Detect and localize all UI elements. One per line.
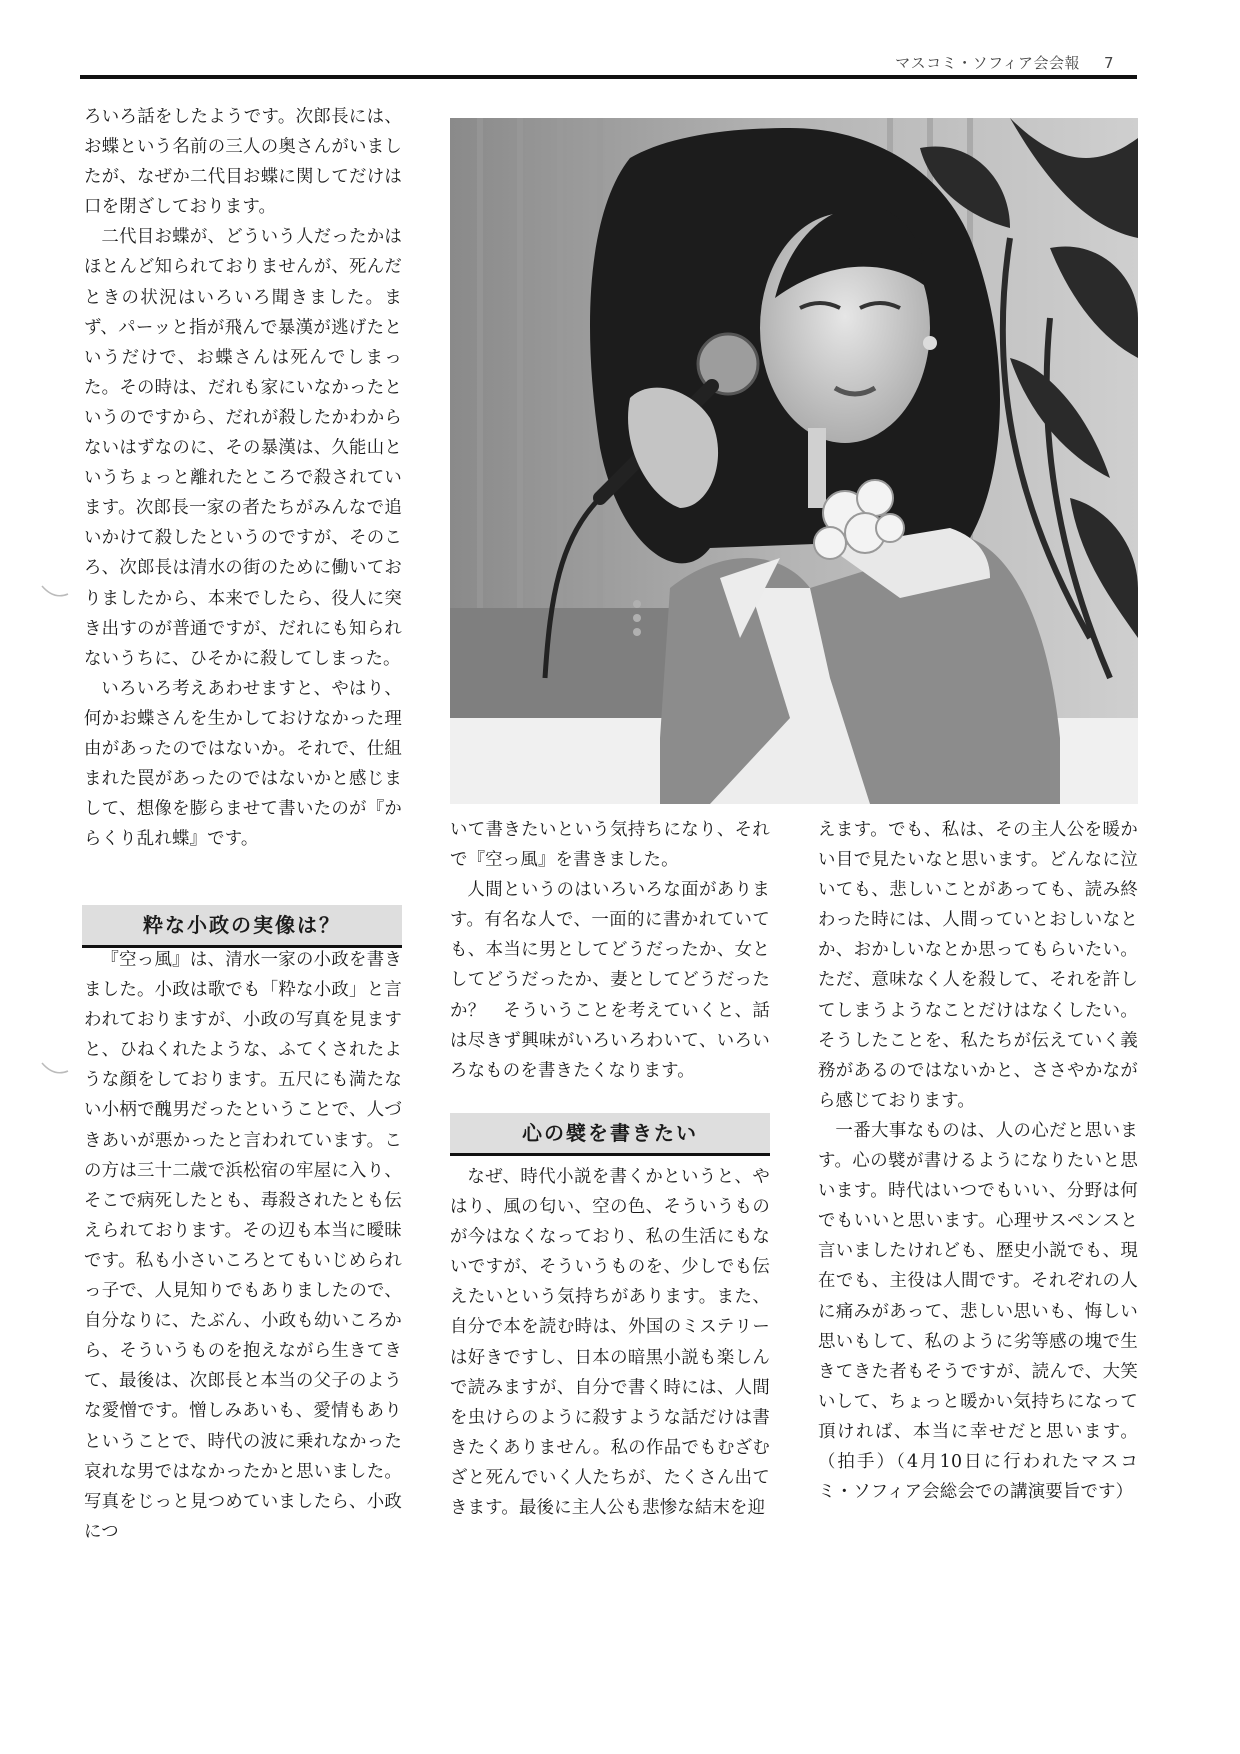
- section-heading-2: 心の襞を書きたい: [450, 1113, 770, 1156]
- column-3-text: [818, 815, 1138, 1507]
- page-number: 7: [1103, 54, 1114, 72]
- paragraph: ろいろ話をしたようです。次郎長には、お蝶という名前の三人の奥さんがいましたが、なぜか二代目お蝶に関してだけは口を閉ざしております。: [84, 107, 402, 218]
- paragraph: いて書きたいという気持ちになり、それで『空っ風』を書きました。: [450, 820, 770, 871]
- paragraph: 人間というのはいろいろな面があります。有名な人で、一面的に書かれていても、本当に男としてどうだったか、女としてどうだったか、妻としてどうだったか？ そういうことを考えていくと、話は尽きず興味がいろいろわいて、いろいろなものを書きたくなります。: [450, 880, 770, 1081]
- paragraph: 一番大事なものは、人の心だと思います。心の襞が書けるようになりたいと思います。時代はいつでもいい、分野は何でもいいと思います。心理サスペンスと言いましたけれども、歴史小説でも、現在でも、主役は人間です。それぞれの人に痛みがあって、悲しい思いも、悔しい思いもして、私のように劣等感の塊で生きてきた者もそうですが、読んで、大笑いして、ちょっと暖かい気持ちになって頂ければ、本当に幸せだと思います。（拍手）（4月10日に行われたマスコミ・ソフィア会総会での講演要旨です）: [818, 1120, 1138, 1503]
- column-2-text: [450, 815, 770, 1086]
- publication-title: マスコミ・ソフィア会会報: [895, 54, 1080, 72]
- paragraph: 二代目お蝶が、どういう人だったかはほとんど知られておりませんが、死んだときの状況はいろいろ聞きました。まず、パーッと指が飛んで暴漢が逃げたというだけで、お蝶さんは死んでしまった。その時は、だれも家にいなかったというのですから、だれが殺したかわからないはずなのに、その暴漢は、久能山というちょっと離れたところで殺されています。次郎長一家の者たちがみんなで追いかけて殺したというのですが、そのころ、次郎長は清水の街のために働いておりましたから、本来でしたら、役人に突き出すのが普通ですが、だれにも知られないうちに、ひそかに殺してしまった。: [84, 227, 402, 669]
- speaker-photo: [450, 118, 1138, 804]
- binding-mark: [40, 584, 70, 600]
- paragraph: いろいろ考えあわせますと、やはり、何かお蝶さんを生かしておけなかった理由があったのではないか。それで、仕組まれた罠があったのではないかと感じまして、想像を膨らませて書いたのが『からくり乱れ蝶』です。: [84, 678, 402, 850]
- section-2-text: [450, 1162, 770, 1523]
- section-heading-1: 粋な小政の実像は？: [82, 905, 402, 948]
- binding-mark: [40, 1061, 70, 1077]
- paragraph: 『空っ風』は、清水一家の小政を書きました。小政は歌でも「粋な小政」と言われておりますが、小政の写真を見ますと、ひねくれたような、ふてくされたような顔をしております。五尺にも満たない小柄で醜男だったということで、人づきあいが悪かったと言われています。この方は三十二歳で浜松宿の牢屋に入り、そこで病死したとも、毒殺されたとも伝えられております。その辺も本当に曖昧です。私も小さいころとてもいじめられっ子で、人見知りでもありましたので、自分なりに、たぶん、小政も幼いころから、そういうものを抱えながら生きてきて、最後は、次郎長と本当の父子のような愛憎です。憎しみあいも、愛情もありということで、時代の波に乗れなかった哀れな男ではなかったかと思いました。写真をじっと見つめていましたら、小政につ: [84, 950, 402, 1542]
- paragraph: なぜ、時代小説を書くかというと、やはり、風の匂い、空の色、そういうものが今はなくなっており、私の生活にもないですが、そういうものを、少しでも伝えたいという気持ちがあります。また、自分で本を読む時は、外国のミステリーは好きですし、日本の暗黒小説も楽しんで読みますが、自分で書く時には、人間を虫けらのように殺すような話だけは書きたくありません。私の作品でもむざむざと死んでいく人たちが、たくさん出てきます。最後に主人公も悲惨な結末を迎: [450, 1167, 770, 1519]
- column-1-text: [84, 102, 402, 854]
- running-header: [895, 52, 1114, 73]
- header-rule: [80, 75, 1137, 79]
- paragraph: えます。でも、私は、その主人公を暖かい目で見たいなと思います。どんなに泣いても、悲しいことがあっても、読み終わった時には、人間っていとおしいなとか、おかしいなとか思ってもらいたい。ただ、意味なく人を殺して、それを許してしまうようなことだけはなくしたい。そうしたことを、私たちが伝えていく義務があるのではないかと、ささやかながら感じております。: [818, 820, 1138, 1111]
- section-1-text: [84, 945, 402, 1547]
